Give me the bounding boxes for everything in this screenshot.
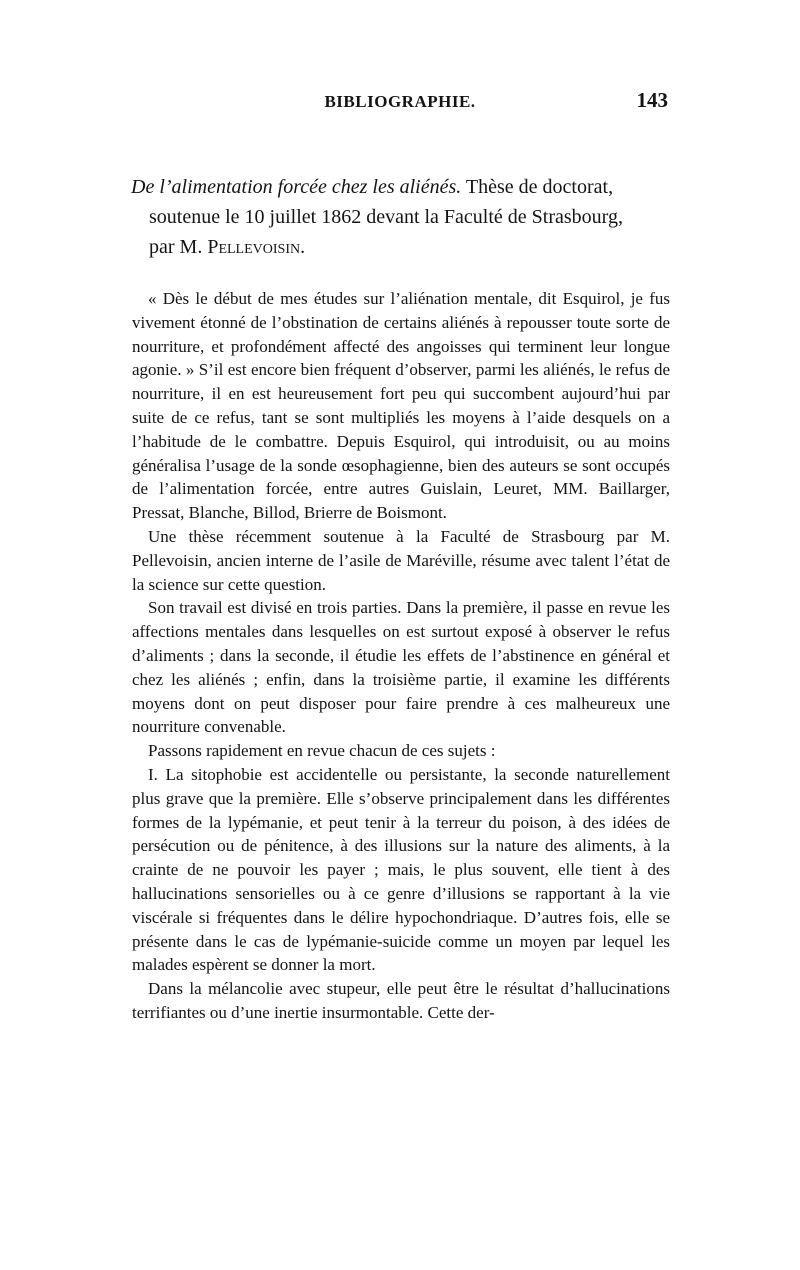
running-title: BIBLIOGRAPHIE. (324, 92, 476, 111)
paragraph: Dans la mélancolie avec stupeur, elle peut être le résultat d’hallucinations terrifiantes ou d’une inertie insurmontable. Cette der- (132, 979, 670, 1022)
article-body (132, 287, 670, 1025)
article-heading (131, 172, 671, 262)
author-name: Pellevoisin. (207, 236, 306, 258)
heading-line-3 (131, 232, 671, 262)
paragraph: « Dès le début de mes études sur l’aliénation mentale, dit Esquirol, je fus vivement étonné de l’obstination de certains aliénés à repousser toute sorte de nourriture, et profondément affecté des angoisses qui terminent leur longue agonie. » S’il est encore bien fréquent d’observer, parmi les aliénés, le refus de nourriture, il en est heureusement fort peu qui succombent aujourd’hui par suite de ce refus, tant se sont multipliés les moyens à l’aide desquels on a l’habitude de le combattre. Depuis Esquirol, qui introduisit, ou au moins généralisa l’usage de la sonde œsophagienne, bien des auteurs se sont occupés de l’alimentation forcée, entre autres Guislain, Leuret, MM. Baillarger, Pressat, Blanche, Billod, Brierre de Boismont. (132, 289, 670, 523)
paragraph: Son travail est divisé en trois parties. Dans la première, il passe en revue les affections mentales dans lesquelles on est surtout exposé à observer le refus d’aliments ; dans la seconde, il étudie les effets de l’abstinence en général et chez les aliénés ; enfin, dans la troisième partie, il examine les différents moyens dont on peut disposer pour faire prendre à ces malheureux une nourriture convenable. (132, 598, 670, 737)
heading-line-2: soutenue le 10 juillet 1862 devant la Faculté de Strasbourg, (149, 206, 623, 228)
article-title-rest: Thèse de doctorat, (461, 176, 614, 198)
paragraph: Passons rapidement en revue chacun de ces sujets : (148, 741, 496, 761)
page-number: 143 (636, 88, 668, 112)
paragraph: Une thèse récemment soutenue à la Faculté de Strasbourg par M. Pellevoisin, ancien interne de l’asile de Maréville, résume avec talent l’état de la science sur cette question. (132, 526, 670, 594)
article-title: De l’alimentation forcée chez les aliénés. (131, 176, 462, 198)
heading-line-1 (131, 172, 671, 202)
paragraph: I. La sitophobie est accidentelle ou persistante, la seconde naturellement plus grave que la première. Elle s’observe principalement dans les différentes formes de la lypémanie, et peut tenir à la terreur du poison, à des idées de persécution ou de pénitence, à des illusions sur la nature des aliments, à la crainte de ne pouvoir les payer ; mais, le plus souvent, elle tient à des hallucinations sensorielles ou à ce genre d’illusions se rapportant à la vie viscérale si fréquentes dans le délire hypochondriaque. D’autres fois, elle se présente dans le cas de lypémanie-suicide comme un moyen par lequel les malades espèrent se donner la mort. (132, 764, 670, 975)
author-prefix: par M. (149, 236, 208, 258)
